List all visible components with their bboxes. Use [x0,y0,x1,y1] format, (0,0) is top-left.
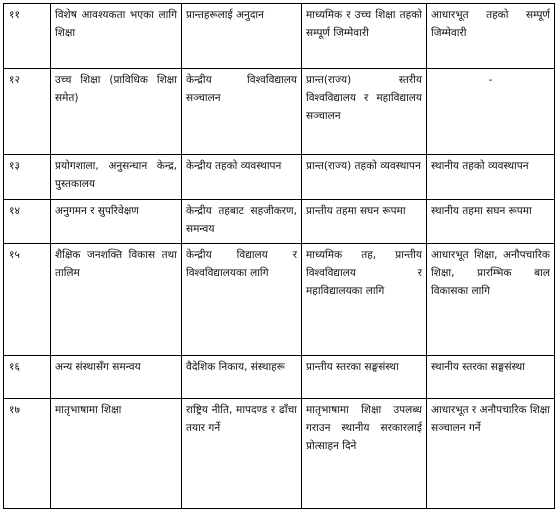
table-row [4,399,555,509]
province-cell: माध्यमिक र उच्च शिक्षा तहको सम्पूर्ण जिम्मेवारी [302,4,427,69]
local-cell: आधारभूत र अनौपचारिक शिक्षा सञ्चालन गर्ने [427,399,555,509]
table-row [4,356,555,399]
table-row [4,244,555,356]
province-cell: प्रान्त(राज्य) तहको व्यवस्थापन [302,155,427,200]
row-number: १५ [4,244,51,356]
federal-cell: राष्ट्रिय नीति, मापदण्ड र ढाँचा तयार गर्ने [182,399,302,509]
federal-cell: वैदेशिक निकाय, संस्थाहरू [182,356,302,399]
local-cell: स्थानीय स्तरका सङ्घसंस्था [427,356,555,399]
row-number: १६ [4,356,51,399]
subject-cell: उच्च शिक्षा (प्राविधिक शिक्षा समेत) [51,69,182,155]
subject-cell: अन्य संस्थासँग समन्वय [51,356,182,399]
federal-cell: केन्द्रीय विश्वविद्यालय सञ्चालन [182,69,302,155]
row-number: ११ [4,4,51,69]
row-number: १३ [4,155,51,200]
row-number: १४ [4,200,51,244]
subject-cell: मातृभाषामा शिक्षा [51,399,182,509]
subject-cell: अनुगमन र सुपरिवेक्षण [51,200,182,244]
row-number: १२ [4,69,51,155]
federal-cell: केन्द्रीय तहको व्यवस्थापन [182,155,302,200]
federal-cell: केन्द्रीय विद्यालय र विश्वविद्यालयका लागि [182,244,302,356]
subject-cell: प्रयोगशाला, अनुसन्धान केन्द्र, पुस्तकालय [51,155,182,200]
local-cell: - [427,69,555,155]
table-row [4,69,555,155]
subject-cell: शैक्षिक जनशक्ति विकास तथा तालिम [51,244,182,356]
local-cell: स्थानीय तहको व्यवस्थापन [427,155,555,200]
province-cell: प्रान्तीय स्तरका सङ्घसंस्था [302,356,427,399]
province-cell: प्रान्तीय तहमा सघन रूपमा [302,200,427,244]
table-row [4,200,555,244]
local-cell: आधारभूत शिक्षा, अनौपचारिक शिक्षा, प्रारम्भिक बाल विकासका लागि [427,244,555,356]
row-number: १७ [4,399,51,509]
table-row [4,155,555,200]
province-cell: प्रान्त(राज्य) स्तरीय विश्वविद्यालय र महाविद्यालय सञ्चालन [302,69,427,155]
local-cell: स्थानीय तहमा सघन रूपमा [427,200,555,244]
table-row [4,4,555,69]
province-cell: मातृभाषामा शिक्षा उपलब्ध गराउन स्थानीय सरकारलाई प्रोत्साहन दिने [302,399,427,509]
education-responsibility-table [3,3,555,509]
province-cell: माध्यमिक तह, प्रान्तीय विश्वविद्यालय र महाविद्यालयका लागि [302,244,427,356]
federal-cell: केन्द्रीय तहबाट सहजीकरण, समन्वय [182,200,302,244]
local-cell: आधारभूत तहको सम्पूर्ण जिम्मेवारी [427,4,555,69]
federal-cell: प्रान्तहरूलाई अनुदान [182,4,302,69]
subject-cell: विशेष आवश्यकता भएका लागि शिक्षा [51,4,182,69]
